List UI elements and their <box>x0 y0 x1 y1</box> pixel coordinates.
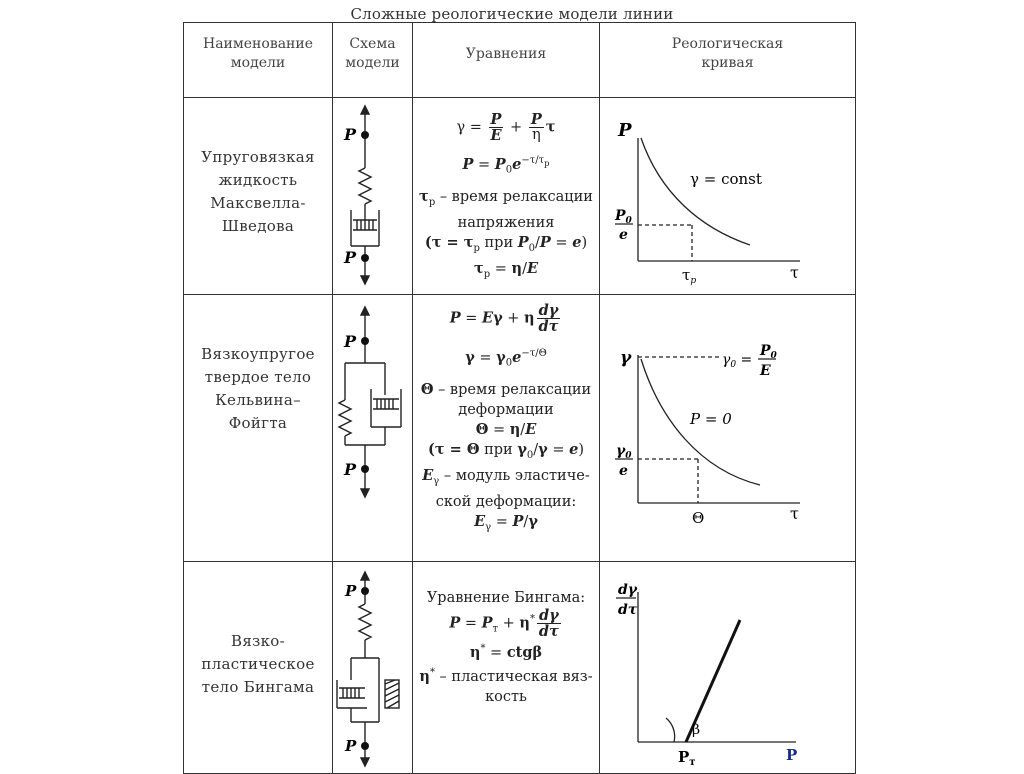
equations-cell <box>413 562 600 774</box>
header-name: Наименование модели <box>184 23 333 98</box>
bingham-equations: Уравнение Бингама: $P = P_т + \eta^*$ $\frac{d\gamma}{d\tau}$ η* = ctgβ η* – пластическая вяз- кость <box>419 590 593 706</box>
model-name-cell <box>184 98 333 295</box>
bingham-scheme-diagram <box>333 562 413 773</box>
header-curve: Реологическая кривая <box>600 23 856 98</box>
x-axis-label: τ <box>790 504 799 523</box>
x-tick-label: $\tau_p$ <box>682 266 697 286</box>
point-p-bottom <box>361 254 369 262</box>
svg-text:P: P <box>345 737 357 755</box>
angle-label: β <box>692 722 701 738</box>
svg-text:P: P <box>344 332 357 351</box>
model-name-cell <box>184 295 333 562</box>
table-row <box>184 98 856 295</box>
svg-text:γ0: $\gamma_0$ <box>616 443 632 461</box>
equations-cell <box>413 98 600 295</box>
model-name: Упруговязкая жидкость Максвелла- Шведова <box>201 148 315 235</box>
svg-text:P: P <box>344 460 357 479</box>
x-axis-label: τ <box>790 263 799 282</box>
equations-cell <box>413 295 600 562</box>
curve-cell <box>600 98 856 295</box>
table-caption: Сложные реологические модели линии <box>350 5 674 23</box>
rheology-table <box>183 22 856 774</box>
header-equations: Уравнения <box>413 23 600 98</box>
maxwell-equations: γ = $\frac{P}{E}$ + $\frac{P}{\eta}$ τ $P = P_0e^{-\tau/\tau_p}$ $\tau_p$ – время релаксации напряжения ($\tau = \tau_p$ при $P_0/P = e$) $\tau_p = \eta/E$ <box>419 111 593 280</box>
x-tick-label: Θ <box>692 509 705 527</box>
kelvin-curve-chart <box>600 295 856 561</box>
bingham-curve-chart <box>600 562 856 773</box>
kelvin-equations: P = Eγ + η $\frac{d\gamma}{d\tau}$ $\gamma = \gamma_0e^{-\tau/\Theta}$ Θ – время релаксации деформации Θ = η/E (τ = Θ при $\gamma_0/\gamma = e$) $E_\gamma$ – модуль эластиче- ской деформации: $E_\gamma = P/\gamma$ <box>420 302 592 533</box>
svg-text:γ0 =: $\gamma_0$ = <box>722 352 753 370</box>
maxwell-scheme-diagram <box>333 98 413 294</box>
x-tick-label: $P_т$ <box>678 748 696 768</box>
curve-label: γ = const <box>690 170 762 188</box>
model-name: Вязкоупругое твердое тело Кельвина– Фойгта <box>201 345 315 432</box>
svg-text:P: P <box>344 248 357 267</box>
svg-text:dτ: dτ <box>618 602 638 618</box>
x-axis-label: P <box>786 746 798 764</box>
svg-text:P0: $P_0$ <box>760 343 777 361</box>
maxwell-curve-chart <box>600 98 856 294</box>
table-row <box>184 295 856 562</box>
scheme-cell <box>333 98 413 295</box>
scheme-cell <box>333 295 413 562</box>
model-name-cell <box>184 562 333 774</box>
svg-text:P: P <box>344 125 357 144</box>
header-row <box>184 23 856 98</box>
curve-cell <box>600 562 856 774</box>
svg-text:e: e <box>619 463 628 479</box>
kelvin-scheme-diagram <box>333 295 413 561</box>
curve-cell <box>600 295 856 562</box>
scheme-cell <box>333 562 413 774</box>
curve-label: P = 0 <box>690 410 732 428</box>
header-scheme: Схема модели <box>333 23 413 98</box>
point-p-top <box>361 131 369 139</box>
y-axis-label: γ <box>620 348 632 368</box>
table-row <box>184 562 856 774</box>
svg-text:P0: $P_0$ <box>615 208 632 226</box>
y-axis-label: P <box>618 120 632 141</box>
svg-text:P: P <box>345 582 357 600</box>
relaxation-curve <box>641 138 750 245</box>
svg-text:E: E <box>760 363 771 379</box>
svg-text:e: e <box>619 227 628 243</box>
svg-text:dγ: dγ <box>618 582 638 598</box>
model-name: Вязко- пластическое тело Бингама <box>201 632 315 696</box>
